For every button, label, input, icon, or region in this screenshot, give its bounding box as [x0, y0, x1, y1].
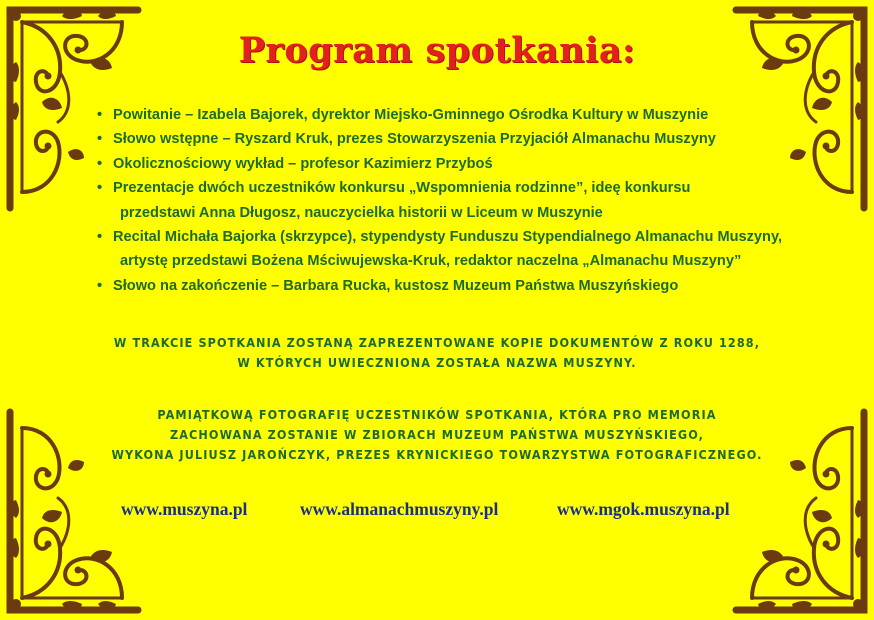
bullet-icon: • — [97, 155, 103, 172]
program-item-text: Recital Michała Bajorka (skrzypce), stypendysty Funduszu Stypendialnego Almanachu Muszyny, — [113, 229, 783, 246]
bullet-icon: • — [97, 131, 103, 148]
program-item — [97, 103, 797, 127]
bullet-icon: • — [97, 277, 103, 294]
documents-notice — [0, 333, 874, 373]
program-item-text: Okolicznościowy wykład – profesor Kazimierz Przyboś — [113, 155, 493, 172]
notice-line: WYKONA JULIUSZ JAROŃCZYK, PREZES KRYNICKIEGO TOWARZYSTWA FOTOGRAFICZNEGO. — [111, 447, 763, 462]
program-item-text: Powitanie – Izabela Bajorek, dyrektor Miejsko-Gminnego Ośrodka Kultury w Muszynie — [113, 107, 709, 123]
program-item — [97, 152, 797, 176]
program-item — [97, 274, 797, 298]
program-item — [97, 127, 797, 151]
notice-line: PAMIĄTKOWĄ FOTOGRAFIĘ UCZESTNIKÓW SPOTKANIA, KTÓRA PRO MEMORIA — [157, 407, 717, 422]
website-links — [0, 499, 874, 523]
program-item-text: Słowo wstępne – Ryszard Kruk, prezes Stowarzyszenia Przyjaciół Almanachu Muszyny — [113, 131, 716, 148]
bullet-icon: • — [97, 107, 103, 123]
program-item — [97, 225, 797, 249]
notice-line: W KTÓRYCH UWIECZNIONA ZOSTAŁA NAZWA MUSZYNY. — [237, 355, 637, 370]
link-almanach[interactable]: www.almanachmuszyny.pl — [300, 499, 499, 519]
program-item-text: Słowo na zakończenie – Barbara Rucka, kustosz Muzeum Państwa Muszyńskiego — [113, 277, 679, 294]
program-list — [97, 103, 797, 298]
link-mgok[interactable]: www.mgok.muszyna.pl — [557, 499, 730, 519]
link-muszyna[interactable]: www.muszyna.pl — [121, 499, 248, 519]
program-item-continuation: artystę przedstawi Bożena Mściwujewska-Kruk, redaktor naczelna „Almanachu Muszyny” — [120, 253, 742, 270]
notice-line: ZACHOWANA ZOSTANIE W ZBIORACH MUZEUM PAŃSTWA MUSZYŃSKIEGO, — [169, 427, 705, 442]
bullet-icon: • — [97, 180, 103, 197]
photo-notice — [0, 405, 874, 465]
page-title: Program spotkania: — [238, 30, 636, 71]
notice-line: W TRAKCIE SPOTKANIA ZOSTANĄ ZAPREZENTOWANE KOPIE DOKUMENTÓW Z ROKU 1288, — [113, 335, 761, 350]
program-item — [97, 176, 797, 200]
bullet-icon: • — [97, 229, 103, 246]
program-item-continuation: przedstawi Anna Długosz, nauczycielka historii w Liceum w Muszynie — [120, 204, 603, 221]
program-item-text: Prezentacje dwóch uczestników konkursu „Wspomnienia rodzinne”, ideę konkursu — [113, 180, 691, 197]
